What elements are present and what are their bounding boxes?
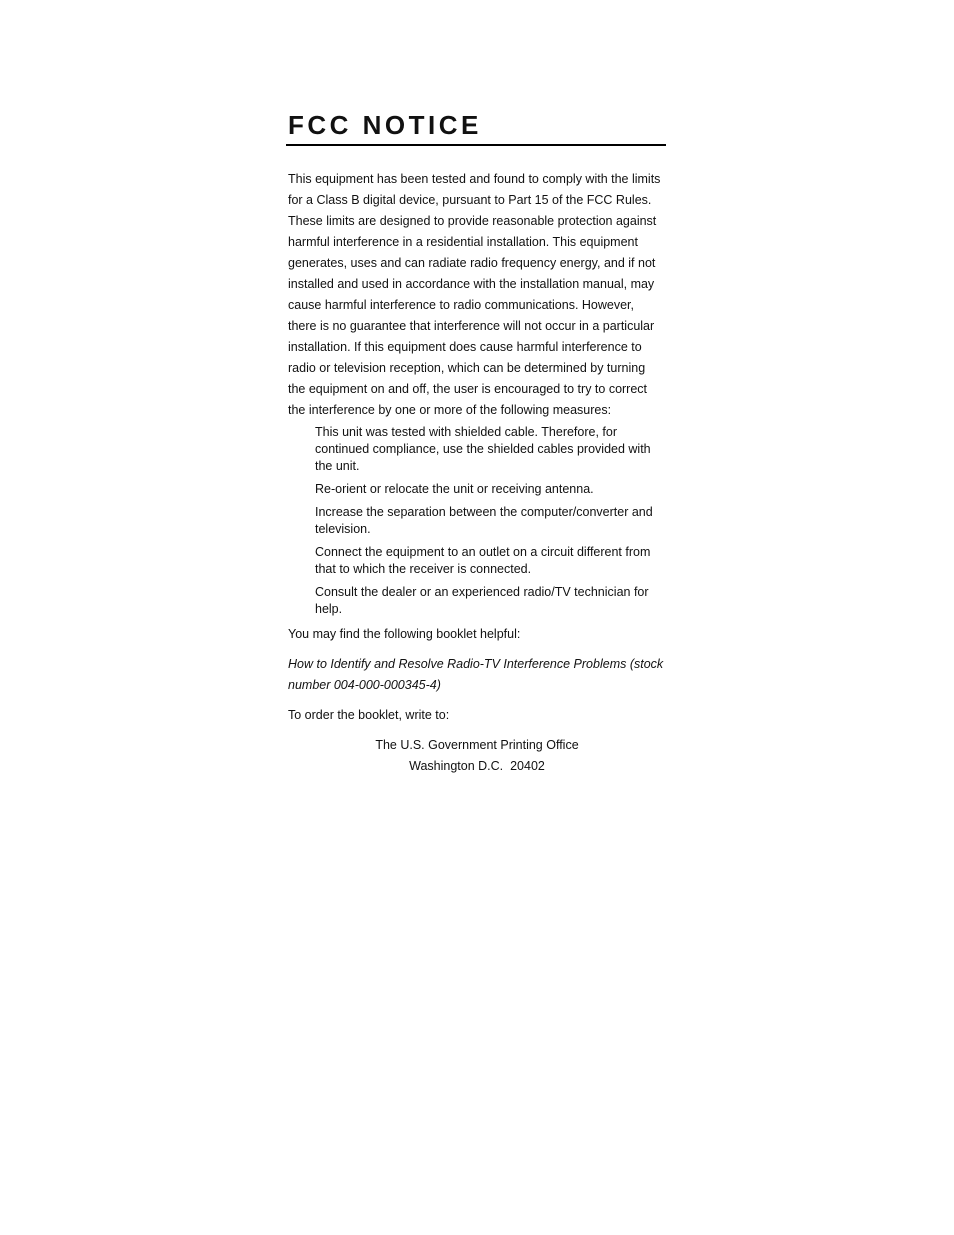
list-item: Re-orient or relocate the unit or receiving antenna.	[315, 482, 594, 496]
helpful-text: You may find the following booklet helpful:	[288, 627, 521, 641]
booklet-title: How to Identify and Resolve Radio-TV Interference Problems (stock number 004-000-000345-4)	[288, 657, 664, 692]
fcc-notice-page	[288, 110, 668, 777]
address-line-1: The U.S. Government Printing Office	[375, 738, 579, 752]
list-item: Connect the equipment to an outlet on a circuit different from that to which the receiver is connected.	[315, 545, 651, 576]
title-underline	[286, 144, 666, 146]
page-title: FCC NOTICE	[288, 110, 482, 140]
order-text: To order the booklet, write to:	[288, 708, 450, 722]
list-item: This unit was tested with shielded cable. Therefore, for continued compliance, use the shielded cables provided with the unit.	[315, 425, 651, 473]
intro-paragraph: This equipment has been tested and found to comply with the limits for a Class B digital device, pursuant to Part 15 of the FCC Rules. These limits are designed to provide reasonable protection against harmful interference in a residential installation. This equipment generates, uses and can radiate radio frequency energy, and if not installed and used in accordance with the installation manual, may cause harmful interference to radio communications. However, there is no guarantee that interference will not occur in a particular installation. If this equipment does cause harmful interference to radio or television reception, which can be determined by turning the equipment on and off, the user is encouraged to try to correct the interference by one or more of the following measures:	[288, 172, 661, 417]
mailing-address	[288, 735, 666, 777]
list-item: Consult the dealer or an experienced radio/TV technician for help.	[315, 585, 649, 616]
measures-list	[315, 424, 670, 618]
list-item: Increase the separation between the computer/converter and television.	[315, 505, 653, 536]
address-line-2: Washington D.C. 20402	[409, 759, 545, 773]
